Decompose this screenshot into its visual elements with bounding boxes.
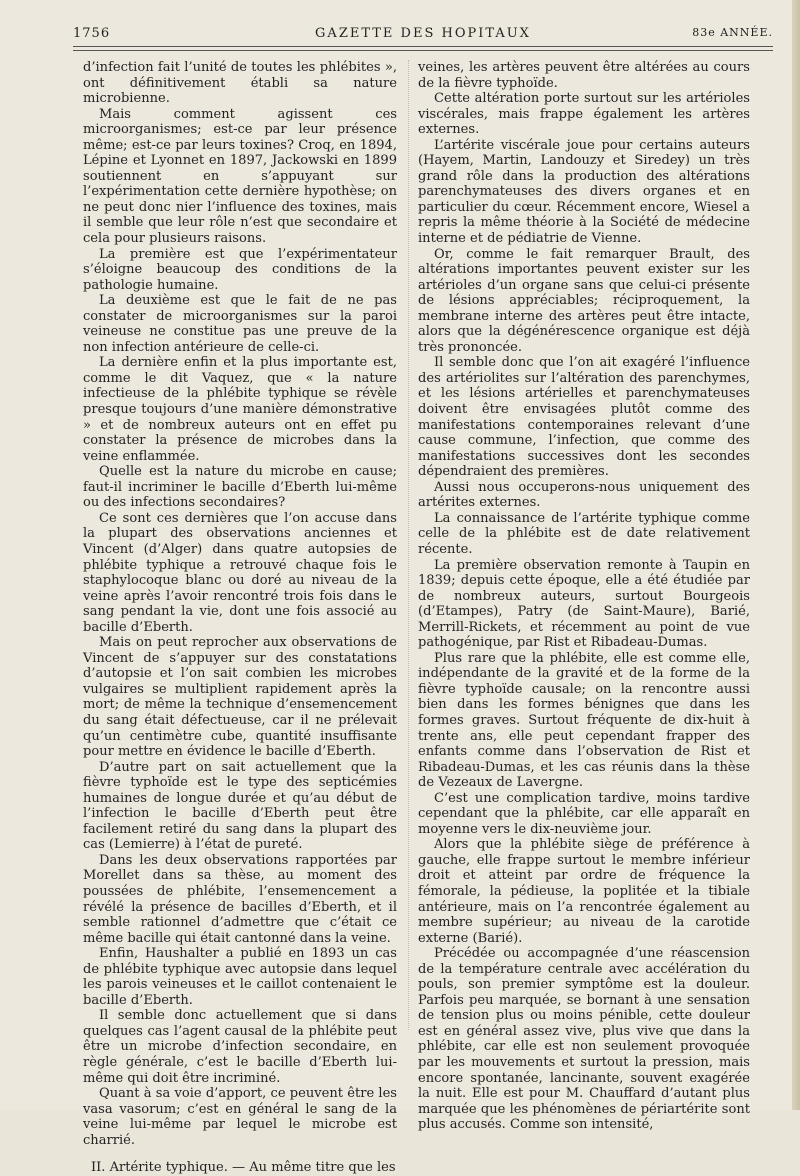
journal-title: GAZETTE DES HOPITAUX (315, 26, 531, 41)
paragraph: Quant à sa voie d’apport, ce peuvent être les vasa vasorum; c’est en général le sang de la veine lui-même par lequel le microbe est charrié. (83, 1086, 397, 1148)
page-number: 1756 (73, 26, 111, 41)
paragraph: La connaissance de l’artérite typhique comme celle de la phlébite est de date relativement récente. (418, 510, 750, 557)
paragraph: Cette altération porte surtout sur les artérioles viscérales, mais frappe également les artères externes. (418, 91, 750, 138)
paragraph: Enfin, Haushalter a publié en 1893 un cas de phlébite typhique avec autopsie dans lequel les parois veineuses et le caillot contenaient le bacille d’Eberth. (83, 946, 397, 1008)
header-rule (73, 46, 773, 51)
column-divider (408, 60, 409, 1030)
paragraph: Aussi nous occuperons-nous uniquement des artérites externes. (418, 479, 750, 511)
paragraph: La deuxième est que le fait de ne pas constater de microorganismes sur la paroi veineuse ne constitue pas une preuve de la non infection antérieure de celle-ci. (83, 293, 397, 355)
paragraph: d’infection fait l’unité de toutes les phlébites », ont définitivement établi sa nature microbienne. (83, 60, 397, 107)
paragraph: L’artérite viscérale joue pour certains auteurs (Hayem, Martin, Landouzy et Siredey) un très grand rôle dans la production des altérations parenchymateuses des divers organes et en particulier du cœur. Récemment encore, Wiesel a repris la même théorie à la Société de médecine interne et de pédiatrie de Vienne. (418, 137, 750, 247)
paragraph: La dernière enfin et la plus importante est, comme le dit Vaquez, que « la nature infectieuse de la phlébite typhique se révèle presque toujours d’une manière démonstrative » et de nombreux auteurs ont en effet pu constater la présence de microbes dans la veine enflammée. (83, 355, 397, 464)
paragraph: Dans les deux observations rapportées par Morellet dans sa thèse, au moment des poussées de phlébite, l’ensemencement a révélé la présence de bacilles d’Eberth, et il semble rationnel d’admettre que c’était ce même bacille qui était cantonné dans la veine. (83, 852, 397, 946)
paragraph: D’autre part on sait actuellement que la fièvre typhoïde est le type des septicémies humaines de longue durée et qu’au début de l’infection le bacille d’Eberth peut être facilement retiré du sang dans la plupart des cas (Lemierre) à l’état de pureté. (83, 759, 397, 853)
year-label: 83e ANNÉE. (692, 26, 773, 39)
page-header (73, 26, 773, 46)
paragraph: Plus rare que la phlébite, elle est comme elle, indépendante de la gravité et de la forme de la fièvre typhoïde causale; on la rencontre aussi bien dans les formes bénignes que dans les formes graves. Surtout fréquente de dix-huit à trente ans, elle peut cependant frapper des enfants comme dans l’observation de Rist et Ribadeau-Dumas, et les cas réunis dans la thèse de Vezeaux de Lavergne. (418, 650, 750, 791)
paragraph: La première observation remonte à Taupin en 1839; depuis cette époque, elle a été étudiée par de nombreux auteurs, surtout Bourgeois (d’Etampes), Patry (de Saint-Maure), Barié, Merrill-Rickets, et récemment au point de vue pathogénique, par Rist et Ribadeau-Dumas. (418, 557, 750, 651)
paragraph: veines, les artères peuvent être altérées au cours de la fièvre typhoïde. (418, 60, 750, 91)
left-column (83, 60, 397, 1176)
paragraph: La première est que l’expérimentateur s’éloigne beaucoup des conditions de la pathologie humaine. (83, 246, 397, 293)
paragraph: Or, comme le fait remarquer Brault, des altérations importantes peuvent exister sur les artérioles d’un organe sans que celui-ci présente de lésions appréciables; réciproquement, la membrane interne des artères peut être intacte, alors que la dégénérescence organique est déjà très prononcée. (418, 246, 750, 355)
paragraph: Quelle est la nature du microbe en cause; faut-il incriminer le bacille d’Eberth lui-même ou des infections secondaires? (83, 464, 397, 511)
paragraph: Il semble donc actuellement que si dans quelques cas l’agent causal de la phlébite peut être un microbe d’infection secondaire, en règle générale, c’est le bacille d’Eberth lui-même qui doit être incriminé. (83, 1008, 397, 1086)
right-column (418, 60, 750, 1133)
paragraph: Mais on peut reprocher aux observations de Vincent de s’appuyer sur des constatations d’autopsie et l’on sait combien les microbes vulgaires se multiplient rapidement après la mort; de même la technique d’ensemencement du sang était défectueuse, car il ne prélevait qu’un centimètre cube, quantité insuffisante pour mettre en évidence le bacille d’Eberth. (83, 635, 397, 760)
paragraph: Ce sont ces dernières que l’on accuse dans la plupart des observations anciennes et Vincent (d’Alger) dans quatre autopsies de phlébite typhique a retrouvé chaque fois le staphylocoque blanc ou doré au niveau de la veine après l’avoir rencontré trois fois dans le sang pendant la vie, dont une fois associé au bacille d’Eberth. (83, 510, 397, 635)
section-heading: II. Artérite typhique. — Au même titre que les (91, 1160, 396, 1176)
paragraph: Alors que la phlébite siège de préférence à gauche, elle frappe surtout le membre inférieur droit et atteint par ordre de fréquence la fémorale, la pédieuse, la poplitée et la tibiale antérieure, mais on l’a rencontrée également au membre supérieur; au niveau de la carotide externe (Barié). (418, 837, 750, 946)
paragraph: Il semble donc que l’on ait exagéré l’influence des artériolites sur l’altération des parenchymes, et les lésions artérielles et parenchymateuses doivent être envisagées plutôt comme des manifestations contemporaines relevant d’une cause commune, l’infection, que comme des manifestations successives dont les secondes dépendraient des premières. (418, 355, 750, 480)
page-edge (792, 0, 800, 1110)
paragraph: Précédée ou accompagnée d’une réascension de la température centrale avec accélération du pouls, son premier symptôme est la douleur. Parfois peu marquée, se bornant à une sensation de tension plus ou moins pénible, cette douleur est en général assez vive, plus vive que dans la phlébite, car elle est non seulement provoquée par les mouvements et surtout la pression, mais encore spontanée, lancinante, souvent exagérée la nuit. Elle est pour M. Chauffard d’autant plus marquée que les phénomènes de périartérite sont plus accusés. Comme son intensité, (418, 946, 750, 1133)
paragraph: Mais comment agissent ces microorganismes; est-ce par leur présence même; est-ce par leurs toxines? Croq, en 1894, Lépine et Lyonnet en 1897, Jackowski en 1899 soutiennent en s’appuyant sur l’expérimentation cette dernière hypothèse; on ne peut donc nier l’influence des toxines, mais il semble que leur rôle n’est que secondaire et cela pour plusieurs raisons. (83, 106, 397, 247)
paragraph: C’est une complication tardive, moins tardive cependant que la phlébite, car elle apparaît en moyenne vers le dix-neuvième jour. (418, 790, 750, 837)
